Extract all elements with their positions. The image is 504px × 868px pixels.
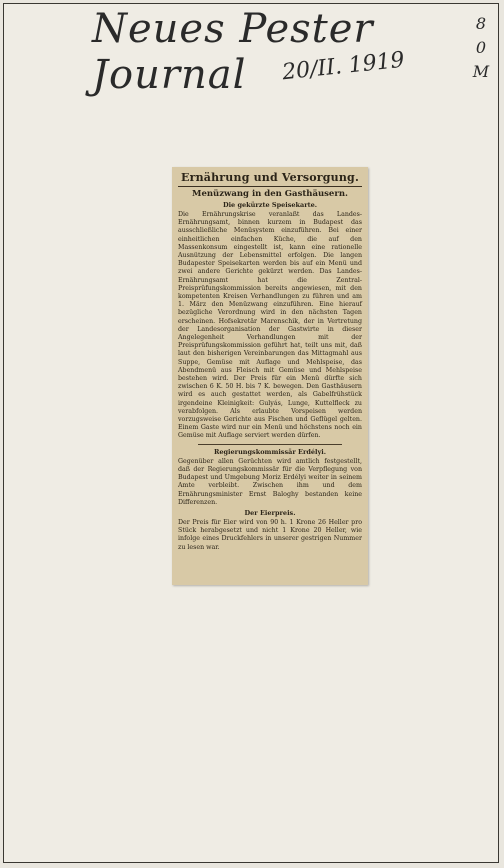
margin-marks: [472, 12, 490, 84]
archive-sheet: [3, 3, 499, 863]
article-body: Die Ernährungskrise veranlaßt das Landes-Ernährungsamt, binnen kurzem in Budapest das ausschließliche Menüsystem einzuführen. Bei einer einheitlichen einfachen Küche, die auf den Massenkonsum eingestellt ist, kann eine rationelle Ausnützung der Lebensmittel erfolgen. Die langen Budapester Speisekarten werden bis auf ein Menü und zwei andere Gerichte gekürzt werden. Das Landes-Ernährungsamt hat die Zentral-Preisprüfungskommission bereits angewiesen, mit den kompetenten Kreisen Verhandlungen zu führen und am 1. März den Menüzwang einzuführen. Eine hierauf bezügliche Verordnung wird in den nächsten Tagen erscheinen. Hofsekretär Marenschik, der in Vertretung der Landesorganisation der Gastwirte in dieser Angelegenheit Verhandlungen mit der Preisprüfungskommission geführt hat, teilt uns mit, daß laut den bisherigen Vereinbarungen das Mittagmahl aus Suppe, Gemüse mit Auflage und Mehlspeise, das Abendmenü aus Fleisch mit Gemüse und Mehlspeise bestehen wird. Der Preis für ein Menü dürfte sich zwischen 6 K. 50 H. bis 7 K. bewegen. Den Gasthäusern wird es auch gestattet werden, als Gabelfrühstück irgendeine Kleinigkeit: Gulyás, Lunge, Kuttelfleck zu verabfolgen. Als erlaubte Vorspeisen werden vorzugsweise Gerichte aus Fischen und Geflügel gelten. Einem Gaste wird nur ein Menü und höchstens noch ein Gemüse mit Auflage serviert werden dürfen.: [178, 211, 362, 440]
handwritten-date: 20/II. 1919: [281, 47, 406, 86]
section-title: Die gekürzte Speisekarte.: [222, 201, 318, 209]
clipping-subhead: Menüzwang in den Gasthäusern.: [192, 189, 348, 199]
margin-mark: 0: [475, 38, 487, 57]
section-title: Regierungskommissär Erdélyi.: [213, 447, 327, 456]
handwritten-source-title: Neues Pester Journal: [92, 6, 374, 98]
newspaper-clipping: [172, 167, 368, 585]
section-title: Der Eierpreis.: [244, 508, 296, 517]
article-body: Gegenüber allen Gerüchten wird amtlich festgestellt, daß der Regierungskommissär für die Verpflegung von Budapest und Umgebung Moriz Erdélyi weiter in seinem Amte verbleibt. Zwischen ihm und dem Ernährungsminister Ernst Baloghy bestanden keine Differenzen.: [178, 457, 362, 506]
clipping-headline: Ernährung und Versorgung.: [178, 171, 362, 187]
margin-mark: M: [472, 62, 490, 81]
article-body: Der Preis für Eier wird von 90 h. 1 Krone 26 Heller pro Stück herabgesetzt und nicht 1 Krone 20 Heller, wie infolge eines Druckfehlers in unserer gestrigen Nummer zu lesen war.: [178, 518, 362, 551]
divider: [198, 444, 342, 445]
margin-mark: 8: [475, 14, 487, 33]
